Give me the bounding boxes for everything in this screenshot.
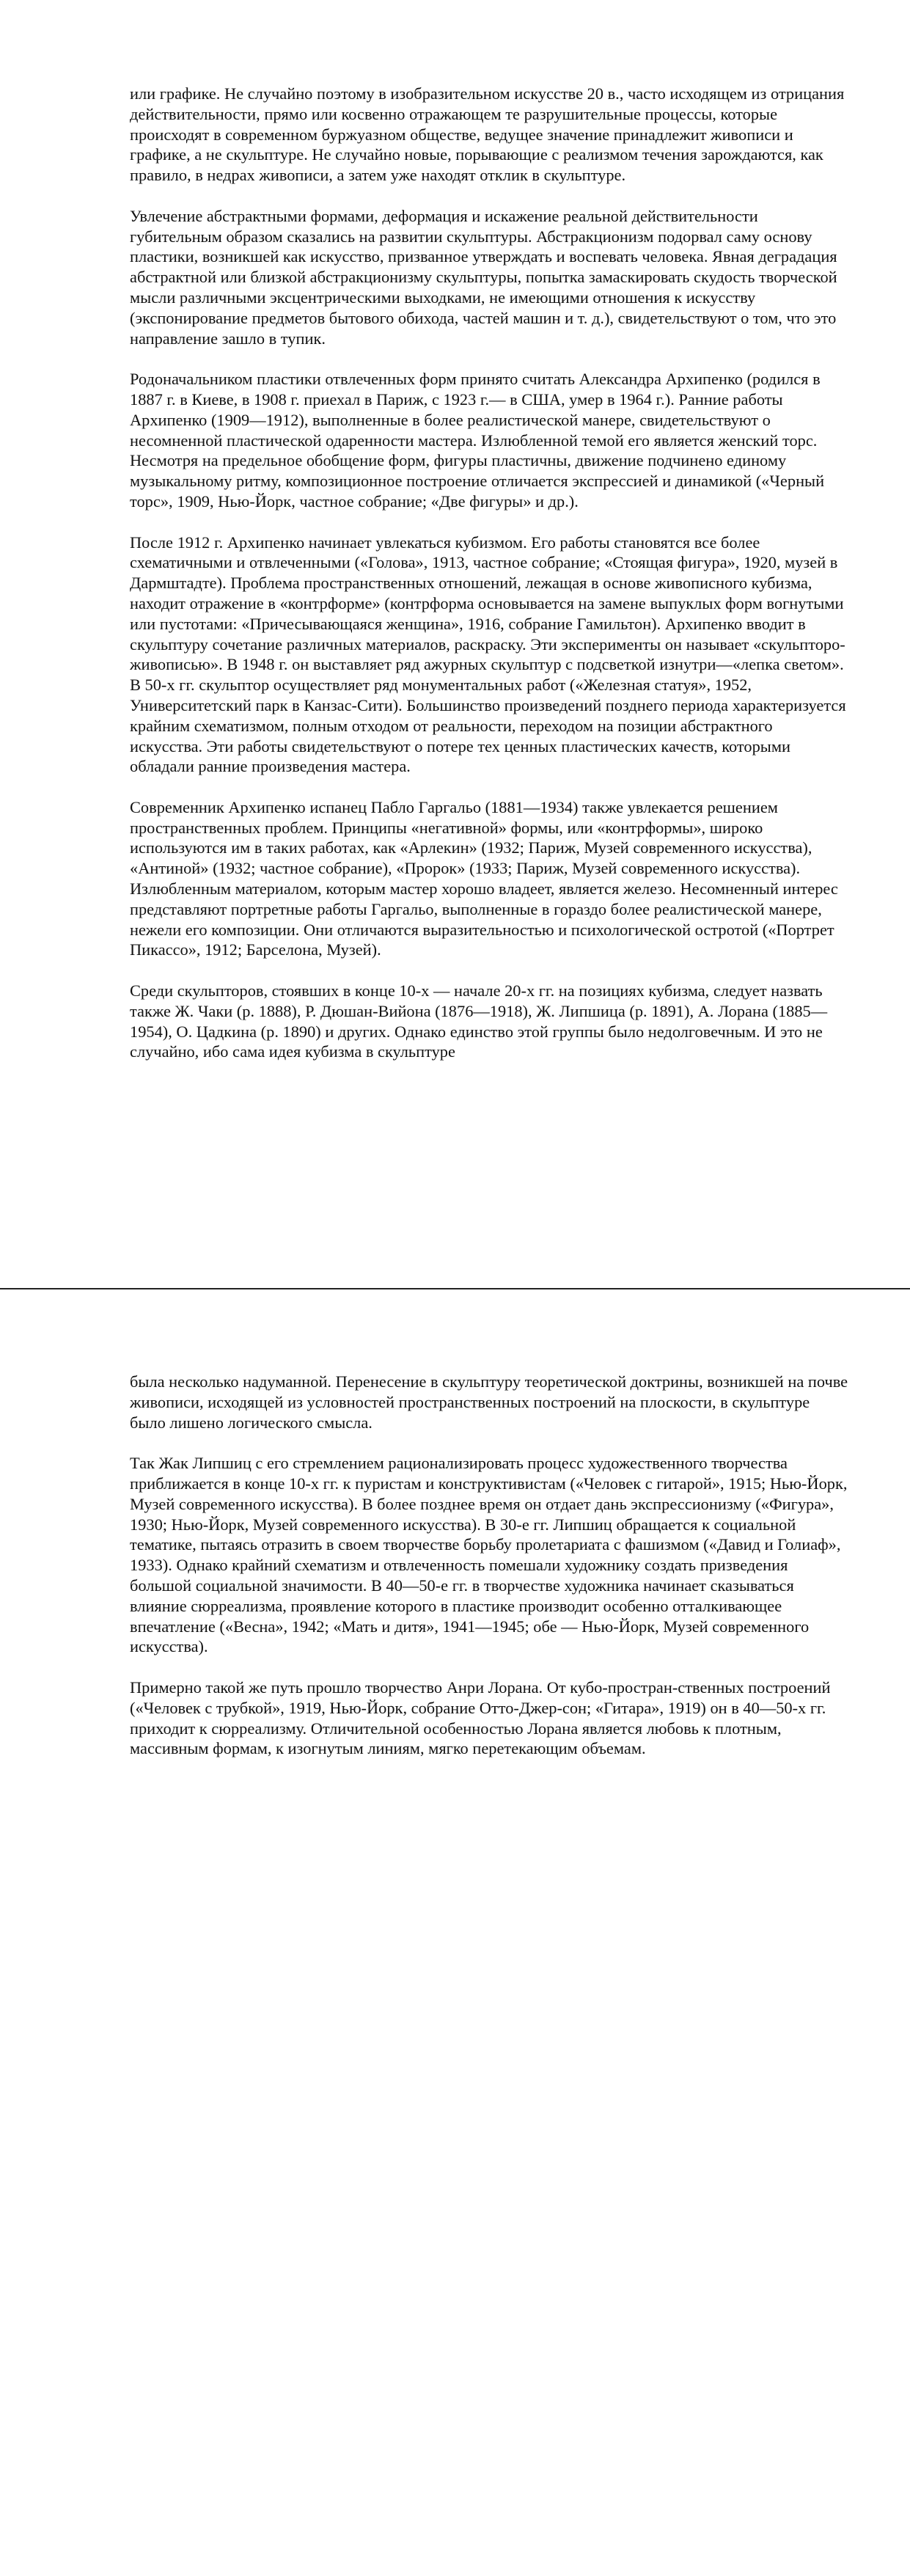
paragraph: Увлечение абстрактными формами, деформация и искажение реальной действительности губительным образом сказались на развитии скульптуры. Абстракционизм подорвал саму основу пластики, возникшей как искусство, призванное утверждать и воспевать человека. Явная деградация абстрактной или близкой абстракционизму скульптуры, попытка замаскировать скудость творческой мысли различными эксцентрическими выходками, не имеющими отношения к искусству (экспонирование предметов бытового обихода, частей машин и т. д.), свидетельствуют о том, что это направление зашло в тупик. [130, 206, 837, 348]
paragraph: Родоначальником пластики отвлеченных форм принято считать Александра Архипенко (родился в 1887 г. в Киеве, в 1908 г. приехал в Париж, с 1923 г.— в США, умер в 1964 г.). Ранние работы Архипенко (1909—1912), выполненные в более реалистической манере, свидетельствуют о несомненной пластической одаренности мастера. Излюбленной темой его является женский торс. Несмотря на предельное обобщение форм, фигуры пластичны, движение подчинено единому музыкальному ритму, композиционное построение отличается экспрессией и динамикой («Черный торс», 1909, Нью-Йорк, частное собрание; «Две фигуры» и др.). [130, 370, 825, 511]
page-2-body-text [130, 1372, 848, 1779]
paragraph: или графике. Не случайно поэтому в изобразительном искусстве 20 в., часто исходящем из отрицания действительности, прямо или косвенно отражающем те разрушительные процессы, которые происходят в современном буржуазном обществе, ведущее значение принадлежит живописи и графике, а не скульптуре. Не случайно новые, порывающие с реализмом течения зарождаются, как правило, в недрах живописи, а затем уже находят отклик в скульптуре. [130, 84, 845, 185]
paragraph: Современник Архипенко испанец Пабло Гаргальо (1881—1934) также увлекается решением пространственных проблем. Принципы «негативной» формы, или «контрформы», широко используются им в таких работах, как «Арлекин» (1932; Париж, Музей современного искусства), «Антиной» (1932; частное собрание), «Пророк» (1933; Париж, Музей современного искусства). Излюбленным материалом, которым мастер хорошо владеет, является железо. Несомненный интерес представляют портретные работы Гаргальо, выполненные в гораздо более реалистической манере, нежели его композиции. Они отличаются выразительностью и психологической остротой («Портрет Пикассо», 1912; Барселона, Музей). [130, 797, 838, 959]
paragraph: Среди скульпторов, стоявших в конце 10-х — начале 20-х гг. на позициях кубизма, следует назвать также Ж. Чаки (р. 1888), Р. Дюшан-Вийона (1876—1918), Ж. Липшица (р. 1891), А. Лорана (1885—1954), О. Цадкина (р. 1890) и других. Однако единство этой группы было недолговечным. И это не случайно, ибо сама идея кубизма в скульптуре [130, 981, 828, 1061]
paragraph: После 1912 г. Архипенко начинает увлекаться кубизмом. Его работы становятся все более схематичными и отвлеченными («Голова», 1913, частное собрание; «Стоящая фигура», 1920, музей в Дармштадте). Проблема пространственных отношений, лежащая в основе живописного кубизма, находит отражение в «контрформе» (контрформа основывается на замене выпуклых форм вогнутыми или пустотами: «Причесывающаяся женщина», 1916, собрание Гамильтон). Архипенко вводит в скульптуру сочетание различных материалов, раскраску. Эти эксперименты он называет «скульпторо-живописью». В 1948 г. он выставляет ряд ажурных скульптур с подсветкой изнутри—«лепка светом». В 50-х гг. скульптор осуществляет ряд монументальных работ («Железная статуя», 1952, Университетский парк в Канзас-Сити). Большинство произведений позднего периода характеризуется крайним схематизмом, полным отходом от реальности, переходом на позиции абстрактного искусства. Эти работы свидетельствуют о потере тех ценных пластических качеств, которыми обладали ранние произведения мастера. [130, 533, 846, 776]
page-1-body-text [130, 84, 848, 1083]
paragraph: была несколько надуманной. Перенесение в скульптуру теоретической доктрины, возникшей на почве живописи, исходящей из условностей пространственных построений на плоскости, в скульптуре было лишено логического смысла. [130, 1372, 848, 1432]
paragraph: Так Жак Липшиц с его стремлением рационализировать процесс художественного творчества приближается в конце 10-х гг. к пуристам и конструктивистам («Человек с гитарой», 1915; Нью-Йорк, Музей современного искусства). В более позднее время он отдает дань экспрессионизму («Фигура», 1930; Нью-Йорк, Музей современного искусства). В 30-е гг. Липшиц обращается к социальной тематике, пытаясь отразить в своем творчестве борьбу пролетариата с фашизмом («Давид и Голиаф», 1933). Однако крайний схематизм и отвлеченность помешали художнику создать призведения большой социальной значимости. В 40—50-е гг. в творчестве художника начинает сказываться влияние сюрреализма, проявление которого в пластике производит особенно отталкивающее впечатление («Весна», 1942; «Мать и дитя», 1941—1945; обе — Нью-Йорк, Музей современного искусства). [130, 1454, 848, 1656]
paragraph: Примерно такой же путь прошло творчество Анри Лорана. От кубо-простран-ственных построений («Человек с трубкой», 1919, Нью-Йорк, собрание Отто-Джер-сон; «Гитара», 1919) он в 40—50-х гг. приходит к сюрреализму. Отличительной особенностью Лорана является любовь к плотным, массивным формам, к изогнутым линиям, мягко перетекающим объемам. [130, 1677, 831, 1758]
document-page-2 [0, 1288, 910, 2576]
